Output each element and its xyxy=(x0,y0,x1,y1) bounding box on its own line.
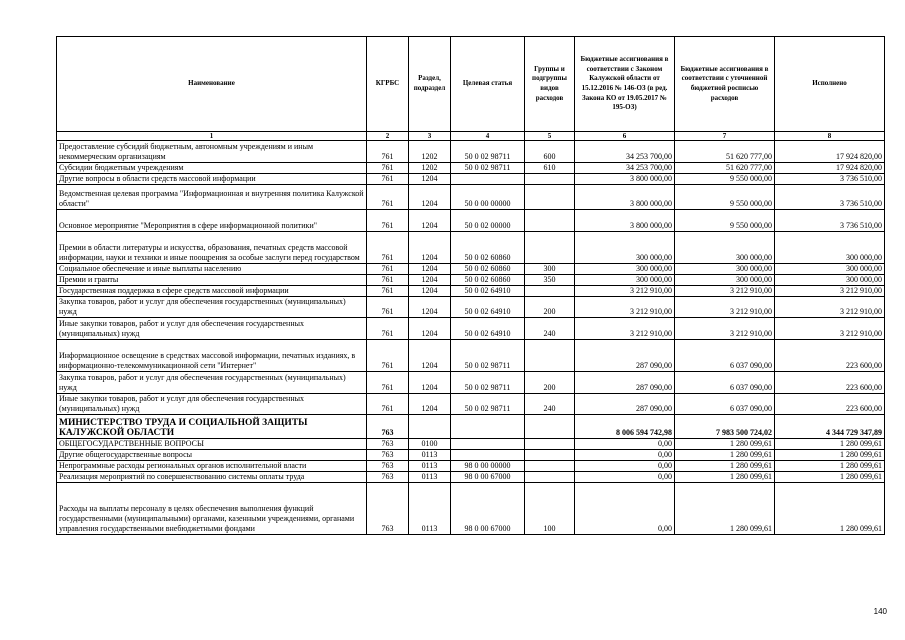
table-cell-section: 1204 xyxy=(409,174,451,185)
table-cell-revised: 1 280 099,61 xyxy=(675,483,775,535)
table-cell-group xyxy=(525,415,575,439)
table-cell-section: 1204 xyxy=(409,297,451,318)
table-cell-revised: 6 037 090,00 xyxy=(675,394,775,415)
table-row xyxy=(57,264,885,275)
table-cell-law: 34 253 700,00 xyxy=(575,163,675,174)
table-cell-executed: 1 280 099,61 xyxy=(775,483,885,535)
table-cell-target xyxy=(451,174,525,185)
table-cell-revised: 3 212 910,00 xyxy=(675,286,775,297)
table-cell-executed: 1 280 099,61 xyxy=(775,472,885,483)
table-cell-target xyxy=(451,439,525,450)
column-number: 6 xyxy=(575,132,675,141)
table-cell-revised: 300 000,00 xyxy=(675,275,775,286)
table-cell-law: 0,00 xyxy=(575,439,675,450)
table-cell-group xyxy=(525,461,575,472)
header-law: Бюджетные ассигнования в соответствии с Законом Калужской области от 15.12.2016 № 146-ОЗ (в ред. Закона КО от 19.05.2017 № 195-ОЗ) xyxy=(575,37,675,132)
table-cell-revised: 3 212 910,00 xyxy=(675,318,775,340)
table-cell-name: Непрограммные расходы региональных органов исполнительной власти xyxy=(57,461,367,472)
table-cell-section: 1204 xyxy=(409,394,451,415)
table-cell-law: 287 090,00 xyxy=(575,372,675,394)
table-row xyxy=(57,232,885,264)
table-row xyxy=(57,483,885,535)
table-cell-executed: 3 212 910,00 xyxy=(775,318,885,340)
table-cell-law: 3 800 000,00 xyxy=(575,185,675,210)
table-cell-section: 0113 xyxy=(409,483,451,535)
table-cell-group: 610 xyxy=(525,163,575,174)
column-number: 2 xyxy=(367,132,409,141)
table-row xyxy=(57,450,885,461)
table-row xyxy=(57,472,885,483)
table-cell-revised: 3 212 910,00 xyxy=(675,297,775,318)
table-cell-executed: 223 600,00 xyxy=(775,394,885,415)
table-cell-group: 200 xyxy=(525,372,575,394)
table-cell-name: Другие вопросы в области средств массовой информации xyxy=(57,174,367,185)
table-cell-executed: 3 212 910,00 xyxy=(775,297,885,318)
table-cell-law: 3 212 910,00 xyxy=(575,318,675,340)
table-cell-law: 8 006 594 742,98 xyxy=(575,415,675,439)
table-row xyxy=(57,372,885,394)
table-cell-target: 50 0 02 98711 xyxy=(451,372,525,394)
table-cell-section: 0113 xyxy=(409,450,451,461)
table-row xyxy=(57,210,885,232)
table-body xyxy=(57,141,885,535)
table-cell-name: Другие общегосударственные вопросы xyxy=(57,450,367,461)
table-cell-section: 1204 xyxy=(409,340,451,372)
table-cell-section: 1204 xyxy=(409,185,451,210)
table-row xyxy=(57,163,885,174)
table-cell-executed: 3 212 910,00 xyxy=(775,286,885,297)
table-cell-target: 50 0 02 98711 xyxy=(451,141,525,163)
table-cell-section: 0113 xyxy=(409,461,451,472)
table-cell-executed: 1 280 099,61 xyxy=(775,450,885,461)
table-cell-executed: 1 280 099,61 xyxy=(775,439,885,450)
header-name: Наименование xyxy=(57,37,367,132)
table-cell-name: Премии и гранты xyxy=(57,275,367,286)
header-target: Целевая статья xyxy=(451,37,525,132)
table-cell-executed: 223 600,00 xyxy=(775,372,885,394)
table-cell-revised: 6 037 090,00 xyxy=(675,372,775,394)
header-executed: Исполнено xyxy=(775,37,885,132)
table-cell-name: Государственная поддержка в сфере средств массовой информации xyxy=(57,286,367,297)
table-cell-kgrbs: 761 xyxy=(367,232,409,264)
table-cell-name: МИНИСТЕРСТВО ТРУДА И СОЦИАЛЬНОЙ ЗАЩИТЫ КАЛУЖСКОЙ ОБЛАСТИ xyxy=(57,415,367,439)
table-cell-target: 50 0 02 98711 xyxy=(451,340,525,372)
table-cell-kgrbs: 761 xyxy=(367,286,409,297)
header-kgrbs: КГРБС xyxy=(367,37,409,132)
table-cell-section: 1204 xyxy=(409,318,451,340)
table-cell-kgrbs: 763 xyxy=(367,439,409,450)
table-cell-law: 3 800 000,00 xyxy=(575,210,675,232)
column-number: 3 xyxy=(409,132,451,141)
column-number: 8 xyxy=(775,132,885,141)
table-cell-name: Социальное обеспечение и иные выплаты населению xyxy=(57,264,367,275)
table-row xyxy=(57,174,885,185)
table-cell-law: 300 000,00 xyxy=(575,275,675,286)
table-cell-revised: 7 983 500 724,02 xyxy=(675,415,775,439)
table-cell-target: 50 0 02 60860 xyxy=(451,232,525,264)
table-cell-group xyxy=(525,174,575,185)
table-cell-section: 1204 xyxy=(409,232,451,264)
page-number: 140 xyxy=(873,607,887,616)
table-cell-target: 98 0 00 00000 xyxy=(451,461,525,472)
table-cell-section: 0113 xyxy=(409,472,451,483)
table-cell-target: 50 0 02 60860 xyxy=(451,275,525,286)
table-cell-group: 300 xyxy=(525,264,575,275)
table-cell-kgrbs: 761 xyxy=(367,394,409,415)
table-cell-name: ОБЩЕГОСУДАРСТВЕННЫЕ ВОПРОСЫ xyxy=(57,439,367,450)
table-row xyxy=(57,340,885,372)
table-cell-kgrbs: 761 xyxy=(367,141,409,163)
table-cell-group xyxy=(525,232,575,264)
table-cell-target xyxy=(451,450,525,461)
table-cell-section xyxy=(409,415,451,439)
header-section: Раздел, подраздел xyxy=(409,37,451,132)
table-cell-section: 1204 xyxy=(409,210,451,232)
table-cell-law: 3 800 000,00 xyxy=(575,174,675,185)
table-cell-name: Премии в области литературы и искусства, образования, печатных средств массовой информации, науки и техники и иные поощрения за особые заслуги перед государством xyxy=(57,232,367,264)
table-cell-name: Иные закупки товаров, работ и услуг для обеспечения государственных (муниципальных) нужд xyxy=(57,318,367,340)
table-cell-kgrbs: 761 xyxy=(367,264,409,275)
table-cell-law: 3 212 910,00 xyxy=(575,286,675,297)
table-cell-name: Иные закупки товаров, работ и услуг для обеспечения государственных (муниципальных) нужд xyxy=(57,394,367,415)
table-cell-revised: 51 620 777,00 xyxy=(675,141,775,163)
table-cell-kgrbs: 761 xyxy=(367,340,409,372)
table-cell-target xyxy=(451,415,525,439)
table-cell-name: Предоставление субсидий бюджетным, автономным учреждениям и иным некоммерческим организациям xyxy=(57,141,367,163)
table-cell-revised: 9 550 000,00 xyxy=(675,185,775,210)
table-cell-kgrbs: 761 xyxy=(367,163,409,174)
table-cell-target: 50 0 02 64910 xyxy=(451,297,525,318)
table-cell-kgrbs: 761 xyxy=(367,275,409,286)
table-cell-target: 98 0 00 67000 xyxy=(451,472,525,483)
table-cell-group xyxy=(525,439,575,450)
table-cell-target: 50 0 02 98711 xyxy=(451,394,525,415)
table-cell-law: 0,00 xyxy=(575,472,675,483)
header-group: Группы и подгруппы видов расходов xyxy=(525,37,575,132)
table-cell-kgrbs: 763 xyxy=(367,450,409,461)
table-cell-group: 200 xyxy=(525,297,575,318)
table-cell-executed: 3 736 510,00 xyxy=(775,185,885,210)
table-cell-section: 0100 xyxy=(409,439,451,450)
table-cell-target: 50 0 02 64910 xyxy=(451,318,525,340)
table-cell-law: 0,00 xyxy=(575,461,675,472)
table-cell-kgrbs: 761 xyxy=(367,174,409,185)
table-cell-executed: 17 924 820,00 xyxy=(775,141,885,163)
table-cell-executed: 1 280 099,61 xyxy=(775,461,885,472)
table-cell-name: Ведомственная целевая программа "Информационная и внутренняя политика Калужской области" xyxy=(57,185,367,210)
table-row xyxy=(57,297,885,318)
table-cell-kgrbs: 761 xyxy=(367,372,409,394)
table-cell-target: 50 0 02 98711 xyxy=(451,163,525,174)
table-cell-kgrbs: 761 xyxy=(367,318,409,340)
table-cell-group xyxy=(525,340,575,372)
table-cell-executed: 3 736 510,00 xyxy=(775,210,885,232)
table-cell-revised: 1 280 099,61 xyxy=(675,461,775,472)
table-cell-name: Информационное освещение в средствах массовой информации, печатных изданиях, в информационно-телекоммуникационной сети "Интернет" xyxy=(57,340,367,372)
header-revised: Бюджетные ассигнования в соответствии с уточненной бюджетной росписью расходов xyxy=(675,37,775,132)
table-cell-revised: 51 620 777,00 xyxy=(675,163,775,174)
table-row xyxy=(57,275,885,286)
table-cell-law: 300 000,00 xyxy=(575,264,675,275)
table-cell-kgrbs: 761 xyxy=(367,185,409,210)
table-cell-revised: 1 280 099,61 xyxy=(675,439,775,450)
table-row xyxy=(57,394,885,415)
table-cell-revised: 1 280 099,61 xyxy=(675,450,775,461)
table-cell-law: 0,00 xyxy=(575,450,675,461)
table-cell-section: 1202 xyxy=(409,163,451,174)
table-cell-kgrbs: 763 xyxy=(367,472,409,483)
table-cell-section: 1202 xyxy=(409,141,451,163)
table-cell-executed: 17 924 820,00 xyxy=(775,163,885,174)
column-number: 4 xyxy=(451,132,525,141)
table-cell-name: Закупка товаров, работ и услуг для обеспечения государственных (муниципальных) нужд xyxy=(57,297,367,318)
table-cell-law: 300 000,00 xyxy=(575,232,675,264)
table-cell-group: 600 xyxy=(525,141,575,163)
table-row xyxy=(57,461,885,472)
table-cell-executed: 223 600,00 xyxy=(775,340,885,372)
table-cell-law: 287 090,00 xyxy=(575,340,675,372)
table-cell-group xyxy=(525,472,575,483)
table-cell-kgrbs: 763 xyxy=(367,461,409,472)
table-cell-section: 1204 xyxy=(409,286,451,297)
header-row xyxy=(57,37,885,132)
column-number: 7 xyxy=(675,132,775,141)
table-cell-target: 50 0 00 00000 xyxy=(451,185,525,210)
table-cell-group xyxy=(525,286,575,297)
table-cell-section: 1204 xyxy=(409,372,451,394)
table-cell-revised: 300 000,00 xyxy=(675,264,775,275)
table-row xyxy=(57,141,885,163)
table-cell-group xyxy=(525,450,575,461)
table-cell-section: 1204 xyxy=(409,275,451,286)
table-row xyxy=(57,286,885,297)
table-cell-name: Расходы на выплаты персоналу в целях обеспечения выполнения функций государственными (муниципальными) органами, казенными учреждениями, органами управления государственными внебюджетными фондами xyxy=(57,483,367,535)
table-cell-executed: 300 000,00 xyxy=(775,275,885,286)
table-cell-executed: 4 344 729 347,89 xyxy=(775,415,885,439)
column-number: 1 xyxy=(57,132,367,141)
table-cell-group xyxy=(525,210,575,232)
table-cell-name: Субсидии бюджетным учреждениям xyxy=(57,163,367,174)
budget-table xyxy=(56,36,885,535)
table-cell-revised: 9 550 000,00 xyxy=(675,174,775,185)
table-cell-law: 0,00 xyxy=(575,483,675,535)
table-cell-executed: 300 000,00 xyxy=(775,264,885,275)
table-cell-name: Основное мероприятие "Мероприятия в сфере информационной политики" xyxy=(57,210,367,232)
table-cell-target: 50 0 02 64910 xyxy=(451,286,525,297)
table-cell-name: Закупка товаров, работ и услуг для обеспечения государственных (муниципальных) нужд xyxy=(57,372,367,394)
table-cell-group xyxy=(525,185,575,210)
table-cell-executed: 300 000,00 xyxy=(775,232,885,264)
table-row xyxy=(57,439,885,450)
table-cell-name: Реализация мероприятий по совершенствованию системы оплаты труда xyxy=(57,472,367,483)
table-cell-law: 3 212 910,00 xyxy=(575,297,675,318)
table-cell-revised: 300 000,00 xyxy=(675,232,775,264)
table-cell-revised: 9 550 000,00 xyxy=(675,210,775,232)
table-cell-group: 240 xyxy=(525,318,575,340)
table-cell-group: 100 xyxy=(525,483,575,535)
table-cell-kgrbs: 763 xyxy=(367,483,409,535)
table-cell-executed: 3 736 510,00 xyxy=(775,174,885,185)
table-cell-kgrbs: 763 xyxy=(367,415,409,439)
table-cell-group: 350 xyxy=(525,275,575,286)
table-row xyxy=(57,415,885,439)
table-cell-target: 50 0 02 00000 xyxy=(451,210,525,232)
table-row xyxy=(57,185,885,210)
table-row xyxy=(57,318,885,340)
table-cell-revised: 1 280 099,61 xyxy=(675,472,775,483)
column-number: 5 xyxy=(525,132,575,141)
table-cell-section: 1204 xyxy=(409,264,451,275)
table-cell-kgrbs: 761 xyxy=(367,297,409,318)
table-cell-kgrbs: 761 xyxy=(367,210,409,232)
table-cell-target: 98 0 00 67000 xyxy=(451,483,525,535)
table-cell-target: 50 0 02 60860 xyxy=(451,264,525,275)
column-number-row xyxy=(57,132,885,141)
table-cell-law: 34 253 700,00 xyxy=(575,141,675,163)
table-cell-law: 287 090,00 xyxy=(575,394,675,415)
table-cell-group: 240 xyxy=(525,394,575,415)
table-cell-revised: 6 037 090,00 xyxy=(675,340,775,372)
